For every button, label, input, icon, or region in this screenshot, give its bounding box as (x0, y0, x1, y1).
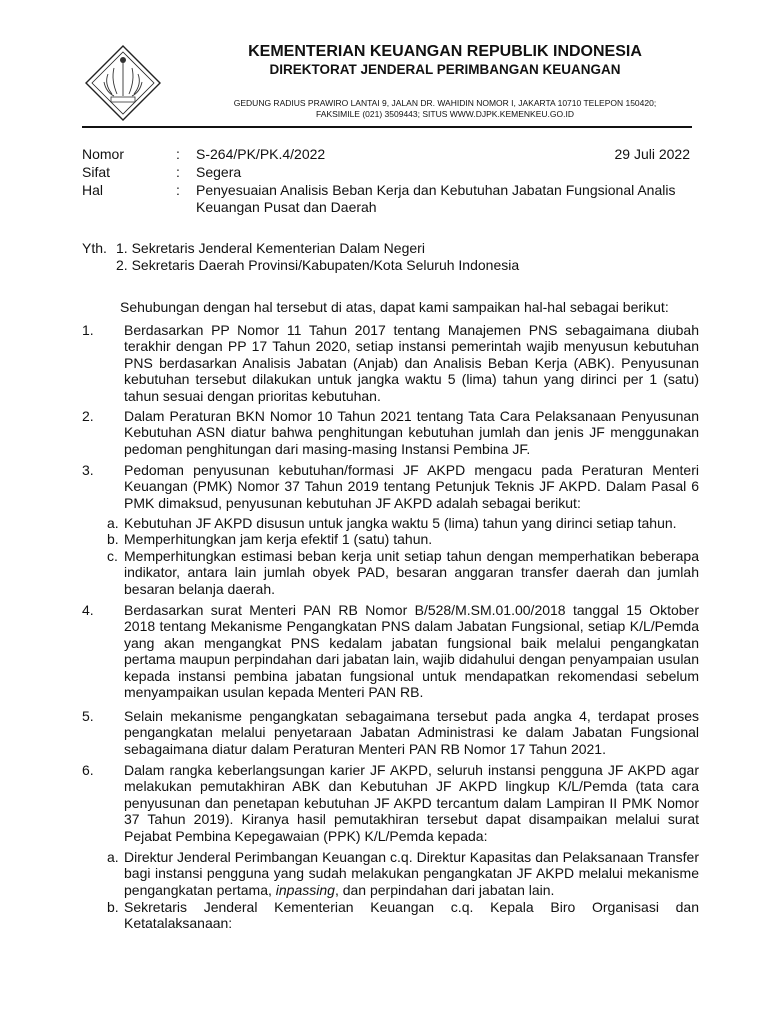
recipient-1: 1. Sekretaris Jenderal Kementerian Dalam Negeri (116, 240, 425, 256)
sifat-label: Sifat (82, 164, 111, 180)
sifat-value: Segera (196, 164, 242, 180)
item-text: Selain mekanisme pengangkatan sebagaimana tersebut pada angka 4, terdapat proses pengangkatan melalui penyetaraan Jabatan Administrasi ke dalam Jabatan Fungsional sebagaimana diatur dalam Peraturan Menteri PAN RB Nomor 17 Tahun 2021. (124, 708, 699, 757)
item-text: Berdasarkan PP Nomor 11 Tahun 2017 tentang Manajemen PNS sebagaimana diubah terakhir dengan PP 17 Tahun 2020, setiap instansi pemerintah wajib menyusun kebutuhan PNS berdasarkan Analisis Jabatan (Anjab) dan Analisis Beban Kerja (ABK). Penyusunan kebutuhan tersebut dilakukan untuk jangka waktu 5 (lima) tahun yang dirinci per 1 (satu) tahun sesuai dengan prioritas kebutuhan. (124, 322, 699, 404)
item-number: 1. (82, 322, 94, 338)
sub-item-letter: b. (107, 899, 119, 915)
ministry-title: KEMENTERIAN KEUANGAN REPUBLIK INDONESIA (248, 43, 642, 60)
item-text: Berdasarkan surat Menteri PAN RB Nomor B/528/M.SM.01.00/2018 tanggal 15 Oktober 2018 tentang Mekanisme Pengangkatan PNS dalam Jabatan Fungsional, setiap K/L/Pemda yang akan mengangkat PNS kedalam jabatan fungsional baik melalui pengangkatan pertama maupun perpindahan dari jabatan lain, wajib didahului dengan penyampaian usulan kepada instansi pembina jabatan fungsional untuk mendapatkan rekomendasi sebelum menyampaikan usulan kepada Menteri PAN RB. (124, 602, 699, 701)
item-text: Dalam Peraturan BKN Nomor 10 Tahun 2021 tentang Tata Cara Pelaksanaan Penyusunan Kebutuhan ASN diatur bahwa penghitungan kebutuhan jumlah dan jenis JF menggunakan pedoman penghitungan dari masing-masing Instansi Pembina JF. (124, 408, 699, 457)
hal-line-2: Keuangan Pusat dan Daerah (196, 199, 377, 215)
item-number: 2. (82, 408, 94, 424)
hal-label: Hal (82, 182, 104, 198)
hal-colon: : (176, 182, 180, 198)
yth-label: Yth. (82, 240, 107, 256)
sub-item-letter: b. (107, 531, 119, 547)
sub-item-text: Kebutuhan JF AKPD disusun untuk jangka waktu 5 (lima) tahun yang dirinci setiap tahun. (124, 515, 677, 531)
nomor-label: Nomor (82, 146, 125, 162)
item-number: 5. (82, 708, 94, 724)
intro-text: Sehubungan dengan hal tersebut di atas, dapat kami sampaikan hal-hal sebagai berikut: (120, 299, 669, 315)
sub-item-letter: a. (107, 849, 119, 865)
inpassing-italic: inpassing (275, 881, 335, 898)
item-number: 4. (82, 602, 94, 618)
recipient-2: 2. Sekretaris Daerah Provinsi/Kabupaten/Kota Seluruh Indonesia (116, 257, 520, 273)
sub-item-letter: a. (107, 515, 119, 531)
sifat-colon: : (176, 164, 180, 180)
sub-item-text: Memperhitungkan estimasi beban kerja unit setiap tahun dengan memperhatikan beberapa indikator, antara lain jumlah obyek PAD, besaran anggaran transfer daerah dan jumlah besaran belanja daerah. (124, 548, 699, 597)
sub-item-text: Memperhitungkan jam kerja efektif 1 (satu) tahun. (124, 531, 433, 547)
letter-date: 29 Juli 2022 (614, 146, 690, 162)
item-text: Pedoman penyusunan kebutuhan/formasi JF AKPD mengacu pada Peraturan Menteri Keuangan (PMK) Nomor 37 Tahun 2019 tentang Petunjuk Teknis JF AKPD. Dalam Pasal 6 PMK dimaksud, penyusunan kebutuhan JF AKPD adalah sebagai berikut: (124, 462, 699, 511)
item-number: 3. (82, 462, 94, 478)
address-line-1: GEDUNG RADIUS PRAWIRO LANTAI 9, JALAN DR. WAHIDIN NOMOR I, JAKARTA 10710 TELEPON 150420; (233, 98, 657, 108)
header-divider (82, 126, 692, 128)
sub-item-text: Direktur Jenderal Perimbangan Keuangan c.q. Direktur Kapasitas dan Pelaksanaan Transfer bagi instansi pengguna yang sudah melakukan pengangkatan JF AKPD melalui mekanisme pengangkatan pertama, inpassing, dan perpindahan dari jabatan lain. (124, 849, 699, 898)
nomor-value: S-264/PK/PK.4/2022 (196, 146, 326, 162)
address-line-2: FAKSIMILE (021) 3509443; SITUS WWW.DJPK.KEMENKEU.GO.ID (316, 109, 574, 119)
item-number: 6. (82, 762, 94, 778)
sub-item-text: Sekretaris Jenderal Kementerian Keuangan c.q. Kepala Biro Organisasi dan Ketatalaksanaan: (124, 899, 699, 932)
ministry-logo (84, 44, 162, 122)
hal-line-1: Penyesuaian Analisis Beban Kerja dan Kebutuhan Jabatan Fungsional Analis (196, 182, 676, 198)
nomor-colon: : (176, 146, 180, 162)
sub-item-letter: c. (107, 548, 118, 564)
directorate-title: DIREKTORAT JENDERAL PERIMBANGAN KEUANGAN (269, 62, 621, 77)
item-text: Dalam rangka keberlangsungan karier JF AKPD, seluruh instansi pengguna JF AKPD agar melakukan pemutakhiran ABK dan Kebutuhan JF AKPD lingkup K/L/Pemda (tata cara penyusunan dan penetapan kebutuhan JF AKPD tercantum dalam Lampiran II PMK Nomor 37 Tahun 2019). Kiranya hasil pemutakhiran tersebut dapat disampaikan melalui surat Pejabat Pembina Kepegawaian (PPK) K/L/Pemda kepada: (124, 762, 699, 844)
